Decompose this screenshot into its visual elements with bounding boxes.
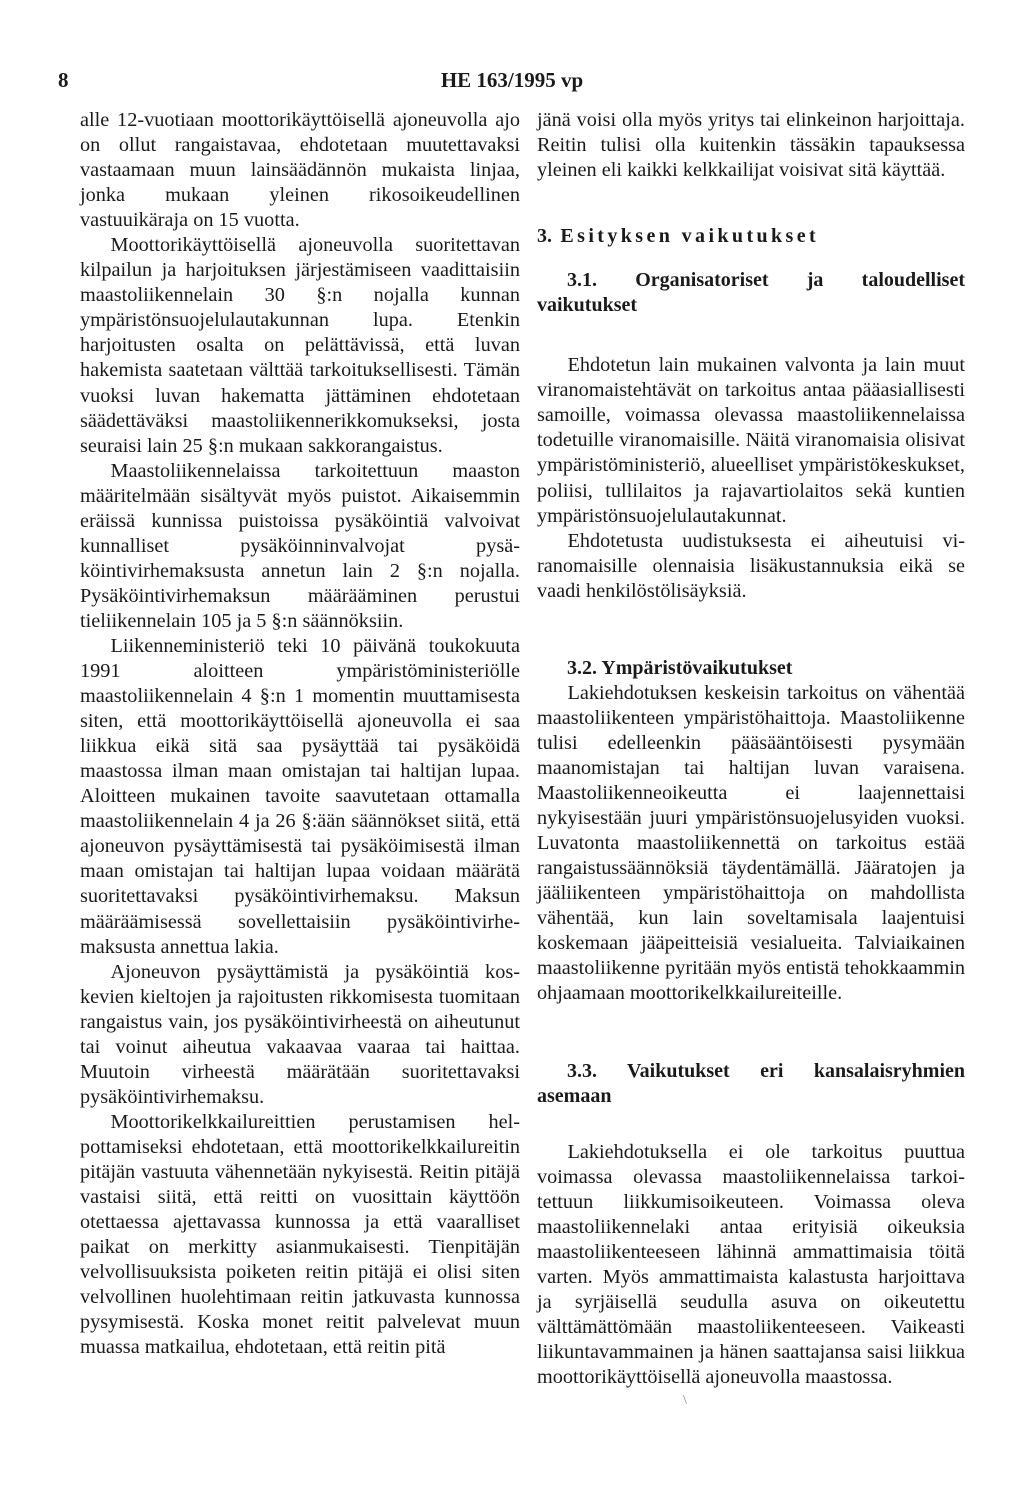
left-column <box>80 108 520 1360</box>
paragraph: Liikenneministeriö teki 10 päivänä toukokuuta 1991 aloitteen ympäristöministeriölle maastoliikennelain 4 §:n 1 momentin muuttamisesta siten, että moottorikäyttöisellä ajoneuvolla ei saa liikkua eikä sitä saa pysäyttää tai pysäköidä maastossa ilman maan omistajan tai haltijan lupaa. Aloitteen mukainen tavoite saavutetaan ottamalla maastoliikennelain 4 ja 26 §:ään säännökset siitä, että ajoneuvon pysäyttämisestä tai pysäköimisestä ilman maan omistajan tai haltijan lupaa voidaan määrätä suoritettavaksi pysäköintivirhemaksu. Maksun määräämisessä sovellettaisiin pysäköintivirhemaksusta annettua lakia. <box>80 634 520 958</box>
paragraph: Ehdotetun lain mukainen valvonta ja lain muut viranomaistehtävät on tarkoitus antaa pääasiallisesti samoille, voimassa olevassa maastoliikennelaissa todetuille viranomaisille. Näitä viranomaisia olisivat ympäristöministeriö, alueelliset ympäristökeskukset, poliisi, tullilaitos ja rajavartiolaitos sekä kuntien ympäristönsuojelulautakunnat. <box>537 354 965 527</box>
section-heading-3 <box>537 224 965 249</box>
paragraph: alle 12-vuotiaan moottorikäyttöisellä ajoneuvolla ajo on ollut rangaistavaa, ehdotetaan muutettavaksi vastaamaan muun lainsäädännön mukaista linjaa, jonka mukaan yleinen rikosoikeudellinen vastuuikäraja on 15 vuotta. <box>80 109 520 232</box>
paragraph: Lakiehdotuksen keskeisin tarkoitus on vähentää maastoliikenteen ympäristöhaittoja. Maastoliikenne tulisi edelleenkin pääsääntöisesti pysymään maanomistajan tai haltijan luvan varaisena. Maastoliikenneoikeutta ei laajennettaisi nykyisestään juuri ympäristönsuojelusyiden vuoksi. Luvatonta maastoliikennettä on tarkoitus estää rangaistussäännöksiä täydentämällä. Jääratojen ja jääliikenteen ympäristöhaittoja on mahdollista vähentää, kun lain soveltamisala laajentuisi koskemaan jääpeitteisiä vesialueita. Talviaikainen maastoliikenne pyritään myös entistä tehokkaammin ohjaamaan moottorikelkkailureiteille. <box>537 681 965 1005</box>
paragraph: Maastoliikennelaissa tarkoitettuun maaston määritelmään sisältyvät myös puistot. Aikaisemmin eräissä kunnissa puistoissa pysäköintiä valvoivat kunnalliset pysäköinninvalvojat pysäköintivirhemaksusta annetun lain 2 §:n nojalla. Pysäköintivirhemaksun määrääminen perustui tieliikennelain 105 ja 5 §:n säännöksiin. <box>80 459 520 632</box>
page-header <box>58 60 966 100</box>
page-number: 8 <box>58 68 69 92</box>
section-title: Esityksen vaikutukset <box>560 225 820 248</box>
paragraph: Moottorikelkkailureittien perustamisen helpottamiseksi ehdotetaan, että moottorikelkkailureitin pitäjän vastuuta vähennetään nykyisestä. Reitin pitäjä vastaisi siitä, että reitti on vuosittain käyttöön otettaessa ajettavassa kunnossa ja että vaaralliset paikat on merkitty asianmukaisesti. Tienpitäjän velvollisuuksista poiketen reitin pitäjä ei olisi siten velvollinen huolehtimaan reitin jatkuvasta kunnossa pysymisestä. Koska monet reitit palvelevat muun muassa matkailua, ehdotetaan, että reitin pitä <box>80 1110 520 1359</box>
stray-mark: \ <box>683 1393 687 1408</box>
subsection-heading-3-1: 3.1. Organisatoriset ja taloudelliset vaikutukset <box>537 269 965 317</box>
document-id: HE 163/1995 vp <box>440 68 584 92</box>
subsection-heading-3-2: 3.2. Ympäristövaikutukset <box>567 656 793 679</box>
paragraph: Lakiehdotuksella ei ole tarkoitus puuttua voimassa olevassa maastoliikennelaissa tarkoitettuun liikkumisoikeuteen. Voimassa oleva maastoliikennelaki antaa erityisiä oikeuksia maastoliikenteeseen lähinnä ammattimaisia töitä varten. Myös ammattimaista kalastusta harjoittava ja syrjäisellä seudulla asuva on oikeutettu välttämättömään maastoliikenteeseen. Vaikeasti liikuntavammainen ja hänen saattajansa saisi liikkua moottorikäyttöisellä ajoneuvolla maastossa. <box>537 1140 965 1388</box>
paragraph: Ajoneuvon pysäyttämistä ja pysäköintiä koskevien kieltojen ja rajoitusten rikkomisesta tuomitaan rangaistus vain, jos pysäköintivirheestä on aiheutunut tai voinut aiheutua vakaavaa vaaraa tai haittaa. Muutoin virheestä määrätään suoritettavaksi pysäköintivirhemaksu. <box>80 960 520 1108</box>
paragraph: jänä voisi olla myös yritys tai elinkeinon harjoittaja. Reitin tulisi olla kuitenkin tässäkin tapauksessa yleinen eli kaikki kelkkailijat voisivat sitä käyttää. <box>537 109 965 182</box>
right-column <box>537 108 965 1390</box>
paragraph: Moottorikäyttöisellä ajoneuvolla suoritettavan kilpailun ja harjoituksen järjestämiseen vaadittaisiin maastoliikennelain 30 §:n nojalla kunnan ympäristönsuojelulautakunnan lupa. Etenkin harjoitusten osalta on pelättävissä, että luvan hakemista saatetaan välttää tarkoituksellisesti. Tämän vuoksi luvan hakematta jättäminen ehdotetaan säädettäväksi maastoliikennerikkomukseksi, josta seuraisi lain 25 §:n mukaan sakkorangaistus. <box>80 234 520 457</box>
subsection-heading-3-3: 3.3. Vaikutukset eri kansalaisryhmien asemaan <box>537 1060 965 1108</box>
paragraph: Ehdotetusta uudistuksesta ei aiheutuisi viranomaisille olennaisia lisäkustannuksia eikä se vaadi henkilöstölisäyksiä. <box>537 529 965 602</box>
section-number: 3. <box>537 225 552 248</box>
